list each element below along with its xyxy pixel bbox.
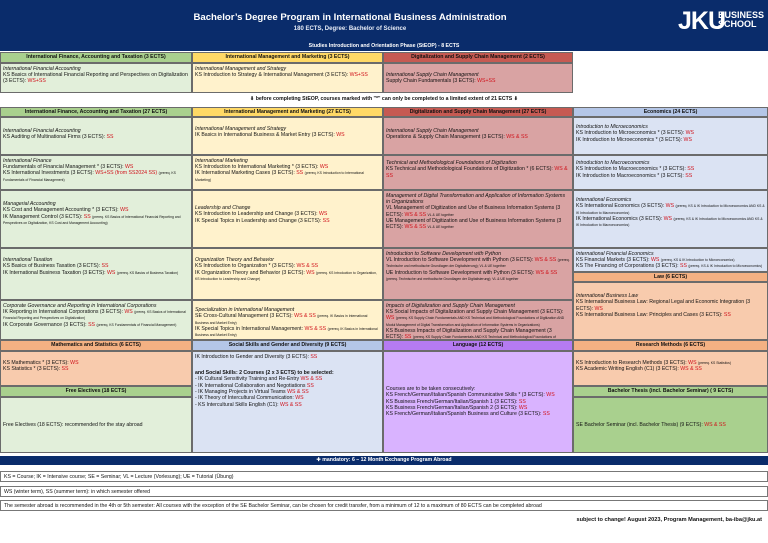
module-digital-transformation: Management of Digital Transformation and Application of Information Systems in Organizations VL Management of Digitization and Use of Business Information Systems (3 ECTS): WS & SS VL & UE together UE Management of Digitization and Use of Business Information Systems (3 ECTS): WS & SS VL & UE together <box>383 190 573 248</box>
jku-business-school-logo <box>678 6 764 38</box>
head-free-electives: Free Electives (18 ECTS) <box>0 386 192 397</box>
head-economics: Economics (24 ECTS) <box>573 107 768 117</box>
arrow-down-icon: ⬇ <box>249 96 255 102</box>
module-macroeconomics: Introduction to Macroeconomics KS Introduction to Macroeconomics * (3 ECTS): SS IK Introduction to Macroeconomics * (3 ECTS): SS <box>573 155 768 190</box>
module-microeconomics: Introduction to Microeconomics KS Introduction to Microeconomics * (3 ECTS): WS IK Introduction to Microeconomics * (3 ECTS): WS <box>573 117 768 155</box>
plus-icon: ✚ <box>316 457 321 463</box>
legend-semester-abroad: The semester abroad is recommended in the 4th or 5th semester: All courses with the exception of the SE Bachelor Seminar, can be chosen for credit transfer, from a minimum of 12 to a maximum of 80 ECTS can be completed abroad <box>0 500 768 511</box>
legend-course-types: KS = Course; IK = Intensive course; SE = Seminar; VL = Lecture (Vorlesung); UE = Tutorial (Übung) <box>0 471 768 482</box>
head-digitalization: Digitalization and Supply Chain Management (27 ECTS) <box>383 107 573 117</box>
head-research-methods: Research Methods (6 ECTS) <box>573 340 768 351</box>
module-international-finance: International Finance Fundamentals of Financial Management * (3 ECTS): WS KS International Investments (3 ECTS): WS+SS (from SS2024 SS) (prereq. KS Fundamentals of Financial Management) <box>0 155 192 190</box>
social-skills-list: - IK Cultural Sensitivity Training and Re-Entry WS & SS - IK International Collaboration and Negotiations SS - IK Managing Projects in Virtual Teams WS & SS - IK Theory of Intercultural Communication: WS - KS Intercultural Skills English (C1): WS & SS <box>195 376 323 408</box>
module-international-financial-accounting: International Financial Accounting KS Auditing of Multinational Firms (3 ECTS): SS <box>0 117 192 155</box>
module-specialization-international-management: Specialization in International Management SE Cross-Cultural Management (3 ECTS): WS & SS (prereq. IK Basics in International Business and Market Entry) IK Special Topics in International Management: WS & SS (prereq. IK Basics in International Business and Market Entry) <box>192 300 383 340</box>
head-management: International Management and Marketing (27 ECTS) <box>192 107 383 117</box>
page-title: Bachelor’s Degree Program in International Business Administration <box>193 12 507 23</box>
module-international-management-strategy: International Management and Strategy IK Basics in International Business & Market Entry (3 ECTS): WS <box>192 117 383 155</box>
module-language: Courses are to be taken consecutively: KS French/German/Italian/Spanish Communicative Skills * (3 ECTS): WS KS Business French/German/Italian/Spanish 1 (3 ECTS): SS KS Business French/German/Italian/Spanish 2 (3 ECTS): WS KS French/German/Italian/Spanish Business and Culture (3 ECTS): SS <box>383 351 573 453</box>
head-math-stats: Mathematics and Statistics (6 ECTS) <box>0 340 192 351</box>
page-header <box>0 0 768 42</box>
head-language: Language (12 ECTS) <box>383 340 573 351</box>
head-law: Law (6 ECTS) <box>573 272 768 282</box>
module-software-development-python: Introduction to Software Development with Python VL Introduction to Software Development with Python (3 ECTS): WS & SS (prereq. Technische und methodische Grundlagen der Digitalisierung); VL & UE together UE Introduction to Software Development with Python (3 ECTS): WS & SS (prereq. Technische und methodische Grundlagen der Digitalisierung); VL & UE together <box>383 248 573 300</box>
module-social-skills: IK Introduction to Gender and Diversity (3 ECTS): SS and Social Skills: 2 Courses (2 x 3 ECTS) to be selected: - IK Cultural Sensitivity Training and Re-Entry WS & SS - IK International Collaboration and Negotiations SS - IK Managing Projects in Virtual Teams WS & SS - IK Theory of Intercultural Communication: WS - KS Intercultural Skills English (C1): WS & SS <box>192 351 383 453</box>
module-bachelor-thesis: SE Bachelor Seminar (incl. Bachelor Thesis) (9 ECTS): WS & SS <box>573 397 768 453</box>
module-international-business-law: International Business Law KS International Business Law: Regional Legal and Economic Integration (3 ECTS): WS KS International Business Law: Principles and Cases (3 ECTS): SS <box>573 282 768 340</box>
module-international-supply-chain-management: International Supply Chain Management Operations & Supply Chain Management (3 ECTS): WS & SS <box>383 117 573 155</box>
module-organization-theory: Organization Theory and Behavior KS Introduction to Organization * (3 ECTS): WS & SS IK Organization Theory and Behavior (3 ECTS): WS (prereq. KS Introduction to Organization, KS Introduction to Leadership and Change) <box>192 248 383 300</box>
page-subtitle: 180 ECTS, Degree: Bachelor of Science <box>293 26 407 32</box>
arrow-down-icon: ⬇ <box>513 96 519 102</box>
steop-limit-note: ⬇ before completing StEOP, courses marked with "*" can only be completed to a limited extent of 21 ECTS ⬇ <box>249 96 519 102</box>
head-social-skills: Social Skills and Gender and Diversity (9 ECTS) <box>192 340 383 351</box>
steop-cell-finance: International Financial Accounting KS Basics of International Financial Reporting and Perspectives on Digitalization (3 ECTS): WS+SS <box>0 63 192 93</box>
steop-head-digitalization: Digitalization and Supply Chain Management (2 ECTS) <box>383 52 573 63</box>
steop-cell-management: International Management and Strategy KS Introduction to Strategy & International Management (3 ECTS): WS+SS <box>192 63 383 93</box>
module-research-methods: KS Introduction to Research Methods (3 ECTS): WS (prereq. KS Statistics) KS Academic Writing English (C1) (3 ECTS): WS & SS <box>573 351 768 386</box>
logo-main: JKU <box>678 7 726 35</box>
module-impacts-of-digitalization: Impacts of Digitalization and Supply Chain Management KS Social Impacts of Digitalization and Supply Chain Management (3 ECTS): WS (prereq. KS Supply Chain Fundamentals AND KS Technical and Methodological Foundations of Digitization AND Modul Management of Digital Transformation and Application of Information Systems in Organizations) KS Business Impacts of Digitalization and Supply Chain Management (3 ECTS): SS (prereq. KS Supply Chain Fundamentals AND KS Technical and Methodological Foundations of <box>383 300 573 340</box>
head-finance: International Finance, Accounting and Taxation (27 ECTS) <box>0 107 192 117</box>
legend-semesters: WS (winter term), SS (summer term): in which semester offered <box>0 486 768 497</box>
exchange-band: ✚ mandatory: 6 – 12 Month Exchange Program Abroad <box>0 456 768 465</box>
steop-band: Studies Introduction and Orientation Phase (StEOP) - 8 ECTS <box>0 42 768 51</box>
logo-text: BUSINESS SCHOOL <box>718 10 765 30</box>
module-international-economics: International Economics KS International Economics (3 ECTS): WS (prereq. KS & IK Introduction to Microeconomics AND KS & IK Introduction to Macroeconomics) IK International Economics (3 ECTS): WS (prereq. KS & IK Introduction to Microeconomics AND KS & IK Introduction to Macroeconomics) <box>573 190 768 248</box>
module-leadership-and-change: Leadership and Change KS Introduction to Leadership and Change (3 ECTS): WS IK Special Topics in Leadership and Change (3 ECTS): SS <box>192 190 383 248</box>
steop-head-finance: International Finance, Accounting and Taxation (3 ECTS) <box>0 52 192 63</box>
module-foundations-of-digitization: Technical and Methodological Foundations of Digitization KS Technical and Methodological Foundations of Digitization * (6 ECTS): WS & SS <box>383 155 573 190</box>
steop-head-management: International Management and Marketing (3 ECTS) <box>192 52 383 63</box>
steop-cell-digitalization: International Supply Chain Management Supply Chain Fundamentals (3 ECTS): WS+SS <box>383 63 573 93</box>
module-international-taxation: International Taxation KS Basics of Business Taxation (3 ECTS): SS IK International Business Taxation (3 ECTS): WS (prereq. KS Basics of Business Taxation) <box>0 248 192 300</box>
head-bachelor-thesis: Bachelor Thesis (incl. Bachelor Seminar) ( 9 ECTS) <box>573 386 768 397</box>
module-managerial-accounting: Managerial Accounting KS Cost and Management Accounting * (3 ECTS): WS IK Management Control (3 ECTS): SS (prereq. KS Basics of International Financial Reporting and Perspectives on Digitalization, KS Cost and Management Accounting) <box>0 190 192 248</box>
module-international-financial-economics: International Financial Economics KS Financial Markets (3 ECTS): WS (prereq. KS & IK Introduction to Microeconomics) KS The Financing of Corporations (3 ECTS): SS (prereq. KS & IK Introduction to Microeconomics) <box>573 248 768 272</box>
module-math-stats: KS Mathematics * (3 ECTS): WS KS Statistics * (3 ECTS): SS <box>0 351 192 386</box>
module-free-electives: Free Electives (18 ECTS): recommended for the stay abroad <box>0 397 192 453</box>
module-corporate-governance: Corporate Governance and Reporting in International Corporations IK Reporting in International Corporations (3 ECTS): WS (prereq. KS Basics of International Financial Reporting and Perspectives on Digitalization) IK Corporate Governance (3 ECTS): SS (prereq. KS Fundamentals of Financial Management) <box>0 300 192 340</box>
footer-note: subject to change! August 2023, Program Management, ba-iba@jku.at <box>576 517 762 523</box>
module-international-marketing: International Marketing KS Introduction to International Marketing * (3 ECTS): WS IK International Marketing Cases (3 ECTS): SS (prereq. KS Introduction to International Marketing) <box>192 155 383 190</box>
